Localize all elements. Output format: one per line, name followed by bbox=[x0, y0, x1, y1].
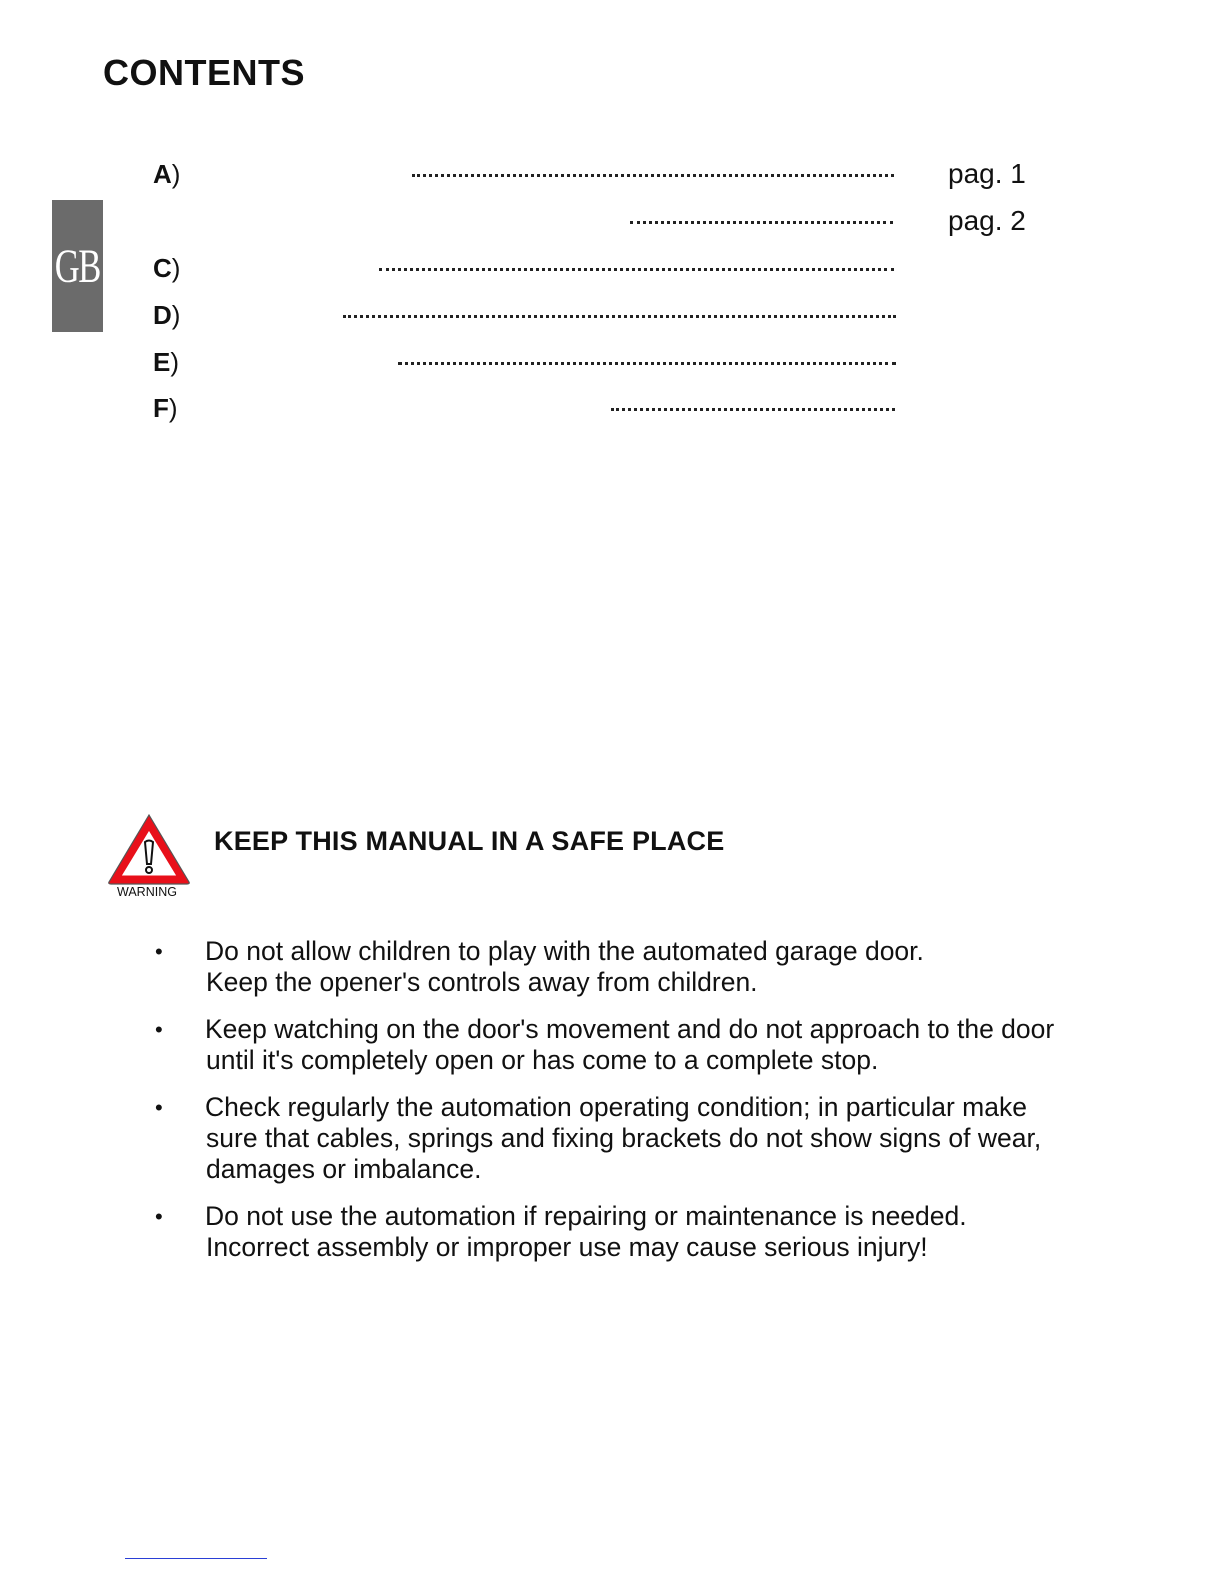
toc-entry-d[interactable] bbox=[0, 300, 1224, 330]
bullet-marker: • bbox=[155, 939, 163, 964]
bullet-marker: • bbox=[155, 1204, 163, 1229]
toc-letter: D) bbox=[153, 300, 181, 330]
toc-entry-e[interactable] bbox=[0, 347, 1224, 377]
warning-triangle-icon bbox=[106, 812, 192, 902]
notice-line: Keep watching on the door's movement and do not approach to the door bbox=[205, 1014, 1055, 1044]
footer-rule bbox=[125, 1558, 267, 1559]
toc-leader-dots bbox=[398, 362, 896, 365]
notice-line: damages or imbalance. bbox=[206, 1154, 482, 1184]
toc-leader-dots bbox=[630, 221, 893, 224]
toc-letter: C) bbox=[153, 253, 181, 283]
toc-leader-dots bbox=[412, 174, 894, 177]
notice-line: Incorrect assembly or improper use may cause serious injury! bbox=[206, 1232, 928, 1262]
bullet-marker: • bbox=[155, 1017, 163, 1042]
notice-line: Do not allow children to play with the automated garage door. bbox=[205, 936, 924, 966]
warning-heading: KEEP THIS MANUAL IN A SAFE PLACE bbox=[214, 826, 725, 856]
notice-line: Keep the opener's controls away from children. bbox=[206, 967, 758, 997]
toc-entry-b[interactable] bbox=[0, 206, 1224, 236]
toc-letter: F) bbox=[153, 393, 178, 423]
toc-entry-c[interactable] bbox=[0, 253, 1224, 283]
warning-icon-label: WARNING bbox=[117, 885, 177, 899]
toc-letter: A) bbox=[153, 159, 181, 189]
language-tab-label: GB bbox=[54, 239, 101, 293]
toc-page-number: pag. 2 bbox=[948, 205, 1026, 236]
notice-line: sure that cables, springs and fixing brackets do not show signs of wear, bbox=[206, 1123, 1042, 1153]
toc-page-number: pag. 1 bbox=[948, 158, 1026, 189]
page-title: CONTENTS bbox=[103, 52, 305, 93]
notice-line: Do not use the automation if repairing or maintenance is needed. bbox=[205, 1201, 967, 1231]
notice-line: until it's completely open or has come to a complete stop. bbox=[206, 1045, 879, 1075]
notice-line: Check regularly the automation operating condition; in particular make bbox=[205, 1092, 1027, 1122]
toc-leader-dots bbox=[343, 315, 896, 318]
toc-leader-dots bbox=[611, 408, 895, 411]
toc-entry-a[interactable] bbox=[0, 159, 1224, 189]
toc-leader-dots bbox=[379, 268, 894, 271]
toc-letter: E) bbox=[153, 347, 180, 377]
toc-entry-f[interactable] bbox=[0, 393, 1224, 423]
bullet-marker: • bbox=[155, 1095, 163, 1120]
